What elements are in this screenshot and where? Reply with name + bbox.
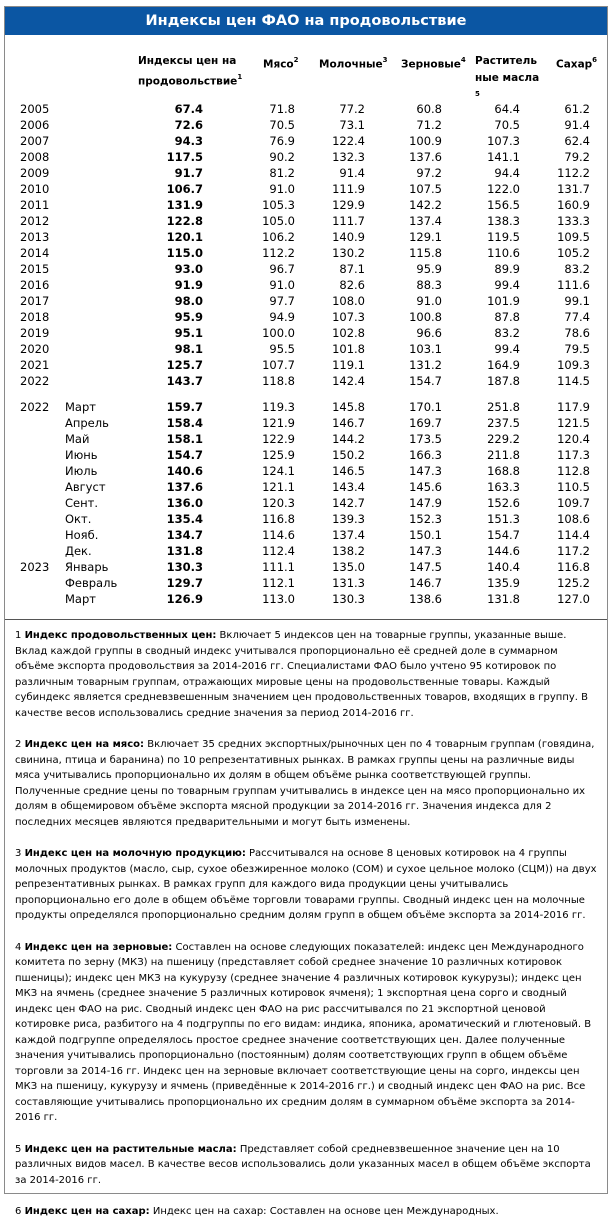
table-row: [5, 149, 607, 165]
cell-meat: 107.7: [262, 358, 295, 372]
table-row: [5, 213, 607, 229]
cell-oils: 151.3: [487, 512, 520, 526]
cell-oils: 99.4: [494, 342, 520, 356]
table-row: [5, 309, 607, 325]
table-row: [5, 117, 607, 133]
cell-year: 2012: [20, 214, 50, 228]
cell-sugar: 109.3: [557, 358, 590, 372]
cell-dairy: 82.6: [339, 278, 365, 292]
cell-year: 2009: [20, 166, 50, 180]
cell-cereals: 137.6: [409, 150, 442, 164]
col-header-dairy-label: Молочные: [319, 58, 383, 71]
col-header-oils: [475, 53, 543, 108]
cell-sugar: 112.8: [557, 464, 590, 478]
cell-meat: 111.1: [262, 560, 295, 574]
cell-oils: 211.8: [487, 448, 520, 462]
cell-sugar: 127.0: [557, 592, 590, 606]
cell-meat: 112.4: [262, 544, 295, 558]
cell-food: 67.4: [174, 102, 203, 116]
cell-meat: 106.2: [262, 230, 295, 244]
cell-meat: 90.2: [269, 150, 295, 164]
cell-sugar: 117.3: [557, 448, 590, 462]
cell-food: 106.7: [166, 182, 203, 196]
monthly-rows: [5, 399, 607, 607]
cell-meat: 71.8: [269, 102, 295, 116]
cell-dairy: 87.1: [339, 262, 365, 276]
table-row: [5, 399, 607, 415]
col-header-sugar-label: Сахар: [556, 58, 593, 71]
cell-food: 131.8: [166, 544, 203, 558]
cell-cereals: 107.5: [409, 182, 442, 196]
table-row: [5, 479, 607, 495]
cell-sugar: 79.2: [564, 150, 590, 164]
cell-cereals: 71.2: [416, 118, 442, 132]
footnote-5: [15, 1142, 599, 1189]
cell-meat: 105.0: [262, 214, 295, 228]
cell-year: 2015: [20, 262, 50, 276]
table-row: [5, 431, 607, 447]
cell-year: 2021: [20, 358, 50, 372]
footnote-text: Представляет собой средневзвешенное значение цен на 10 различных видов масел. В качестве весов использовались доли указанных масел в общем объёме экспорта за 2014-2016 гг.: [15, 1143, 591, 1186]
cell-year: 2010: [20, 182, 50, 196]
cell-cereals: 150.1: [409, 528, 442, 542]
cell-meat: 76.9: [269, 134, 295, 148]
fao-index-panel: [4, 6, 608, 1217]
cell-food: 137.6: [166, 480, 203, 494]
cell-cereals: 147.5: [409, 560, 442, 574]
table-row: [5, 341, 607, 357]
cell-cereals: 95.9: [416, 262, 442, 276]
table-row: [5, 543, 607, 559]
cell-month: Июнь: [65, 448, 98, 462]
cell-meat: 91.0: [269, 278, 295, 292]
cell-oils: 99.4: [494, 278, 520, 292]
cell-dairy: 130.2: [332, 246, 365, 260]
cell-meat: 122.9: [262, 432, 295, 446]
cell-oils: 64.4: [494, 102, 520, 116]
cell-month: Сент.: [65, 496, 98, 510]
cell-cereals: 145.6: [409, 480, 442, 494]
footnote-number: 4: [15, 941, 22, 953]
table-row: [5, 575, 607, 591]
cell-dairy: 146.5: [332, 464, 365, 478]
cell-year: 2022: [20, 400, 50, 414]
cell-dairy: 119.1: [332, 358, 365, 372]
table-row: [5, 373, 607, 389]
cell-oils: 154.7: [487, 528, 520, 542]
cell-sugar: 83.2: [564, 262, 590, 276]
cell-food: 93.0: [174, 262, 203, 276]
cell-dairy: 145.8: [332, 400, 365, 414]
cell-oils: 164.9: [487, 358, 520, 372]
cell-oils: 163.3: [487, 480, 520, 494]
cell-cereals: 115.8: [409, 246, 442, 260]
cell-sugar: 61.2: [564, 102, 590, 116]
cell-sugar: 109.7: [557, 496, 590, 510]
cell-oils: 87.8: [494, 310, 520, 324]
cell-dairy: 101.8: [332, 342, 365, 356]
cell-cereals: 97.2: [416, 166, 442, 180]
footnote-number: 1: [15, 630, 22, 641]
cell-cereals: 169.7: [409, 416, 442, 430]
cell-month: Март: [65, 592, 96, 606]
cell-oils: 122.0: [487, 182, 520, 196]
col-header-food-label: Индексы цен на продовольствие: [138, 55, 238, 88]
cell-cereals: 152.3: [409, 512, 442, 526]
cell-dairy: 130.3: [332, 592, 365, 606]
cell-food: 125.7: [166, 358, 203, 372]
cell-cereals: 138.6: [409, 592, 442, 606]
cell-cereals: 154.7: [409, 374, 442, 388]
cell-food: 98.0: [174, 294, 203, 308]
cell-meat: 113.0: [262, 592, 295, 606]
table-body: [5, 101, 607, 607]
cell-dairy: 108.0: [332, 294, 365, 308]
footnote-text: Включает 35 средних экспортных/рыночных цен по 4 товарным группам (говядина, свинина, птица и баранина) по 10 репрезентативных рынках. В рамках группы цены на различные виды мяса учитывались пропорционально их долям в общем объёме рынка соответствующей группы. Полученные средние цены по товарным группам учитывались в индексе цен на мясо пропорционально их долям в общемировом объёме экспорта мясной продукции за 2014-2016 гг. Значения индекса для 2 последних месяцев являются предварительными и могут быть изменены.: [15, 739, 595, 828]
table-row: [5, 165, 607, 181]
cell-sugar: 78.6: [564, 326, 590, 340]
cell-oils: 237.5: [487, 416, 520, 430]
cell-cereals: 147.3: [409, 544, 442, 558]
table-row: [5, 447, 607, 463]
cell-dairy: 142.4: [332, 374, 365, 388]
cell-sugar: 117.9: [557, 400, 590, 414]
cell-sugar: 105.2: [557, 246, 590, 260]
cell-sugar: 125.2: [557, 576, 590, 590]
cell-food: 95.1: [174, 326, 203, 340]
cell-cereals: 131.2: [409, 358, 442, 372]
col-header-sugar: [556, 53, 597, 74]
cell-year: 2019: [20, 326, 50, 340]
cell-dairy: 77.2: [339, 102, 365, 116]
cell-food: 158.1: [166, 432, 203, 446]
cell-meat: 100.0: [262, 326, 295, 340]
cell-meat: 95.5: [269, 342, 295, 356]
cell-sugar: 77.4: [564, 310, 590, 324]
cell-year: 2013: [20, 230, 50, 244]
cell-month: Апрель: [65, 416, 109, 430]
cell-sugar: 79.5: [564, 342, 590, 356]
cell-year: 2018: [20, 310, 50, 324]
cell-year: 2006: [20, 118, 50, 132]
cell-cereals: 173.5: [409, 432, 442, 446]
footnote-number: 2: [15, 739, 22, 750]
footnote-heading: Индекс продовольственных цен:: [24, 630, 217, 641]
footnote-2: [15, 737, 599, 830]
cell-dairy: 132.3: [332, 150, 365, 164]
cell-sugar: 91.4: [564, 118, 590, 132]
table-row: [5, 463, 607, 479]
cell-oils: 152.6: [487, 496, 520, 510]
cell-meat: 114.6: [262, 528, 295, 542]
cell-oils: 138.3: [487, 214, 520, 228]
footnote-number: 3: [15, 848, 22, 859]
cell-meat: 116.8: [262, 512, 295, 526]
cell-sugar: 111.6: [557, 278, 590, 292]
cell-food: 131.9: [166, 198, 203, 212]
col-header-meat-label: Мясо: [263, 58, 294, 71]
footnote-text: Рассчитывался на основе 8 ценовых котировок на 4 группы молочных продуктов (масло, сыр, сухое обезжиренное молоко (СОМ) и сухое цельное молоко (СЦМ)) на двух репрезентативных рынках. В рамках групп для каждого вида продукции цены учитывались пропорционально его доле в общем объёме торговли товарами группы. Сводный индекс цен на молочные продукты определялся пропорционально средним долям групп в общем объёме экспорта за 2014-2016 гг.: [15, 848, 597, 921]
footnote-number: 5: [15, 1143, 22, 1155]
table-header: [5, 35, 607, 101]
cell-meat: 124.1: [262, 464, 295, 478]
col-header-cereals: [401, 53, 466, 74]
cell-food: 122.8: [166, 214, 203, 228]
cell-meat: 125.9: [262, 448, 295, 462]
col-header-meat-sup: 2: [293, 56, 299, 64]
cell-food: 143.7: [166, 374, 203, 388]
cell-year: 2008: [20, 150, 50, 164]
cell-oils: 140.4: [487, 560, 520, 574]
cell-dairy: 139.3: [332, 512, 365, 526]
footnote-text: Индекс цен на сахар: Составлен на основе цен Международных.: [152, 1206, 499, 1217]
cell-food: 91.7: [174, 166, 203, 180]
cell-year: 2023: [20, 560, 50, 574]
cell-dairy: 138.2: [332, 544, 365, 558]
footnote-heading: Индекс цен на растительные масла:: [24, 1143, 237, 1155]
cell-food: 129.7: [166, 576, 203, 590]
cell-oils: 89.9: [494, 262, 520, 276]
table-row: [5, 229, 607, 245]
cell-year: 2022: [20, 374, 50, 388]
cell-dairy: 146.7: [332, 416, 365, 430]
footnote-1: [15, 628, 599, 721]
cell-cereals: 147.9: [409, 496, 442, 510]
table-row: [5, 261, 607, 277]
cell-year: 2020: [20, 342, 50, 356]
cell-dairy: 137.4: [332, 528, 365, 542]
cell-sugar: 109.5: [557, 230, 590, 244]
cell-cereals: 137.4: [409, 214, 442, 228]
cell-meat: 118.8: [262, 374, 295, 388]
cell-dairy: 73.1: [339, 118, 365, 132]
cell-oils: 251.8: [487, 400, 520, 414]
cell-month: Нояб.: [65, 528, 99, 542]
table-row: [5, 357, 607, 373]
cell-food: 140.6: [166, 464, 203, 478]
cell-food: 117.5: [166, 150, 203, 164]
table-row: [5, 495, 607, 511]
cell-sugar: 62.4: [564, 134, 590, 148]
footnotes: [5, 619, 607, 1220]
cell-food: 135.4: [166, 512, 203, 526]
cell-dairy: 150.2: [332, 448, 365, 462]
cell-meat: 105.3: [262, 198, 295, 212]
cell-oils: 135.9: [487, 576, 520, 590]
footnote-text: Составлен на основе следующих показателей: индекс цен Международного комитета по зерну (МКЗ) на пшеницу (представляет собой среднее значение 10 различных котировок пшеницы); индекс цен МКЗ на кукурузу (среднее значение 4 различных котировок кукурузы); индекс цен МКЗ на ячмень (среднее значение 5 различных котировок ячменя); 1 экспортная цена сорго и сводный индекс цен ФАО на рис. Сводный индекс цен ФАО на рис рассчитывался по 21 экспортной ценовой котировке риса, разбитого на 4 подгруппы по его видам: индика, японика, ароматический и глютеновый. В каждой подгруппе определялось простое среднее значение соответствующих цен. Далее полученные значения учитывались пропорционально (постоянным) долям соответствующих групп в общем объёме торговли за 2014-16 гг. Индекс цен на зерновые включает соответствующие цены на сорго, индексы цен МКЗ на пшеницу, кукурузу и ячмень (приведённые к 2014-2016 гг.) и сводный индекс цен ФАО на рис. Все составляющие учитывались пропорционально их средним долям в суммарном объёме экспорта за 2014-2016 гг.: [15, 941, 592, 1123]
cell-oils: 70.5: [494, 118, 520, 132]
cell-meat: 120.3: [262, 496, 295, 510]
cell-dairy: 140.9: [332, 230, 365, 244]
col-header-dairy: [319, 53, 388, 74]
cell-sugar: 117.2: [557, 544, 590, 558]
cell-sugar: 114.5: [557, 374, 590, 388]
cell-dairy: 111.7: [332, 214, 365, 228]
cell-year: 2007: [20, 134, 50, 148]
table-row: [5, 245, 607, 261]
cell-dairy: 142.7: [332, 496, 365, 510]
cell-food: 130.3: [166, 560, 203, 574]
cell-sugar: 114.4: [557, 528, 590, 542]
cell-food: 94.3: [174, 134, 203, 148]
cell-cereals: 103.1: [409, 342, 442, 356]
cell-meat: 70.5: [269, 118, 295, 132]
cell-month: Август: [65, 480, 106, 494]
cell-oils: 168.8: [487, 464, 520, 478]
cell-food: 98.1: [174, 342, 203, 356]
cell-month: Январь: [65, 560, 109, 574]
cell-sugar: 160.9: [557, 198, 590, 212]
footnote-number: 6: [15, 1206, 22, 1217]
cell-oils: 83.2: [494, 326, 520, 340]
cell-year: 2005: [20, 102, 50, 116]
cell-oils: 156.5: [487, 198, 520, 212]
footnote-6: [15, 1204, 599, 1220]
cell-meat: 91.0: [269, 182, 295, 196]
cell-oils: 229.2: [487, 432, 520, 446]
cell-month: Февраль: [65, 576, 118, 590]
cell-dairy: 144.2: [332, 432, 365, 446]
col-header-food: [138, 53, 243, 91]
cell-dairy: 135.0: [332, 560, 365, 574]
table-row: [5, 325, 607, 341]
cell-month: Июль: [65, 464, 98, 478]
table-row: [5, 415, 607, 431]
cell-cereals: 91.0: [416, 294, 442, 308]
col-header-cereals-sup: 4: [460, 56, 466, 64]
footnote-heading: Индекс цен на молочную продукцию:: [24, 848, 246, 859]
cell-food: 72.6: [174, 118, 203, 132]
footnote-heading: Индекс цен на зерновые:: [24, 941, 173, 953]
cell-dairy: 107.3: [332, 310, 365, 324]
cell-food: 136.0: [166, 496, 203, 510]
table-row: [5, 181, 607, 197]
cell-oils: 94.4: [494, 166, 520, 180]
cell-sugar: 108.6: [557, 512, 590, 526]
cell-oils: 101.9: [487, 294, 520, 308]
cell-food: 120.1: [166, 230, 203, 244]
cell-cereals: 147.3: [409, 464, 442, 478]
cell-dairy: 129.9: [332, 198, 365, 212]
col-header-oils-label: Растительные масла: [475, 55, 540, 84]
cell-food: 126.9: [166, 592, 203, 606]
cell-cereals: 100.8: [409, 310, 442, 324]
cell-meat: 81.2: [269, 166, 295, 180]
cell-meat: 112.1: [262, 576, 295, 590]
cell-meat: 121.9: [262, 416, 295, 430]
cell-meat: 97.7: [269, 294, 295, 308]
footnote-4: [15, 940, 599, 1126]
cell-month: Дек.: [65, 544, 92, 558]
cell-food: 134.7: [166, 528, 203, 542]
table-row: [5, 527, 607, 543]
cell-cereals: 166.3: [409, 448, 442, 462]
cell-dairy: 143.4: [332, 480, 365, 494]
cell-year: 2011: [20, 198, 50, 212]
cell-sugar: 110.5: [557, 480, 590, 494]
col-header-dairy-sup: 3: [382, 56, 388, 64]
cell-sugar: 116.8: [557, 560, 590, 574]
col-header-meat: [263, 53, 299, 74]
cell-dairy: 122.4: [332, 134, 365, 148]
cell-sugar: 133.3: [557, 214, 590, 228]
col-header-oils-sup: 5: [475, 90, 480, 98]
footnote-3: [15, 846, 599, 924]
cell-dairy: 111.9: [332, 182, 365, 196]
table-row: [5, 277, 607, 293]
cell-month: Окт.: [65, 512, 92, 526]
cell-year: 2017: [20, 294, 50, 308]
footnote-text: Включает 5 индексов цен на товарные группы, указанные выше. Вклад каждой группы в сводный индекс учитывался пропорционально её средней доле в суммарном объёме экспорта продовольствия за 2014-2016 гг. Специалистами ФАО было учтено 95 котировок по различным товарным группам, отражающих мировые цены на продовольственные товары. Каждый субиндекс является средневзвешенным значением цен продовольственных товаров, входящих в группу. В качестве весов использовались средние значения за период 2014-2016 гг.: [15, 630, 589, 719]
col-header-food-sup: 1: [237, 73, 243, 81]
cell-year: 2016: [20, 278, 50, 292]
table-row: [5, 101, 607, 117]
cell-month: Март: [65, 400, 96, 414]
cell-oils: 110.6: [487, 246, 520, 260]
cell-sugar: 99.1: [564, 294, 590, 308]
col-header-cereals-label: Зерновые: [401, 58, 461, 71]
cell-cereals: 60.8: [416, 102, 442, 116]
cell-sugar: 112.2: [557, 166, 590, 180]
cell-oils: 131.8: [487, 592, 520, 606]
cell-food: 91.9: [174, 278, 203, 292]
footnote-heading: Индекс цен на мясо:: [24, 739, 145, 750]
col-header-sugar-sup: 6: [592, 56, 598, 64]
cell-cereals: 146.7: [409, 576, 442, 590]
table-row: [5, 559, 607, 575]
cell-food: 95.9: [174, 310, 203, 324]
cell-food: 154.7: [166, 448, 203, 462]
cell-dairy: 91.4: [339, 166, 365, 180]
table-row: [5, 293, 607, 309]
cell-cereals: 142.2: [409, 198, 442, 212]
cell-food: 159.7: [166, 400, 203, 414]
cell-oils: 119.5: [487, 230, 520, 244]
cell-oils: 107.3: [487, 134, 520, 148]
cell-meat: 119.3: [262, 400, 295, 414]
cell-oils: 187.8: [487, 374, 520, 388]
cell-sugar: 120.4: [557, 432, 590, 446]
cell-sugar: 131.7: [557, 182, 590, 196]
table-row: [5, 197, 607, 213]
table-row: [5, 511, 607, 527]
cell-month: Май: [65, 432, 90, 446]
cell-cereals: 96.6: [416, 326, 442, 340]
cell-sugar: 121.5: [557, 416, 590, 430]
cell-food: 115.0: [166, 246, 203, 260]
cell-year: 2014: [20, 246, 50, 260]
panel-title: Индексы цен ФАО на продовольствие: [5, 7, 607, 35]
cell-oils: 141.1: [487, 150, 520, 164]
cell-oils: 144.6: [487, 544, 520, 558]
cell-meat: 121.1: [262, 480, 295, 494]
cell-meat: 112.2: [262, 246, 295, 260]
cell-cereals: 88.3: [416, 278, 442, 292]
cell-dairy: 131.3: [332, 576, 365, 590]
cell-cereals: 170.1: [409, 400, 442, 414]
cell-meat: 94.9: [269, 310, 295, 324]
table-row: [5, 591, 607, 607]
table-row: [5, 133, 607, 149]
cell-meat: 96.7: [269, 262, 295, 276]
annual-rows: [5, 101, 607, 389]
cell-cereals: 100.9: [409, 134, 442, 148]
cell-cereals: 129.1: [409, 230, 442, 244]
cell-food: 158.4: [166, 416, 203, 430]
cell-dairy: 102.8: [332, 326, 365, 340]
footnote-heading: Индекс цен на сахар:: [24, 1206, 150, 1217]
